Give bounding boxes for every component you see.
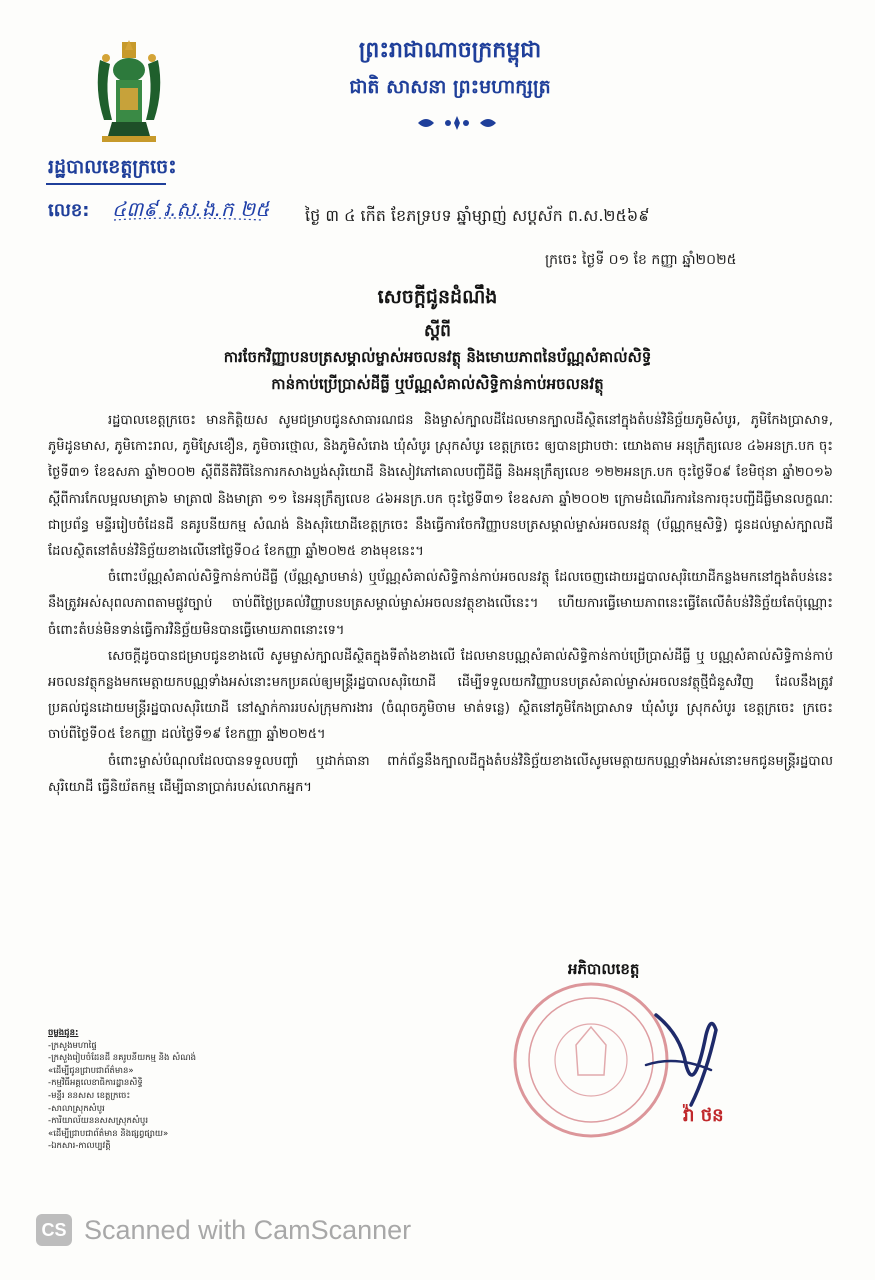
cc-item: -មន្ទីរ ននសស ខេត្តក្រចេះ	[48, 1090, 131, 1101]
reference-label: លេខ:	[48, 200, 90, 221]
notice-subject-line1: ការចែកវិញ្ញាបនបត្រសម្គាល់ម្ចាស់អចលនវត្ថុ និងមោឃភាពនៃប័ណ្ណសំគាល់សិទ្ធិ	[223, 348, 652, 366]
notice-body	[48, 408, 833, 801]
kingdom-title: ព្រះរាជាណាចក្រកម្ពុជា	[358, 38, 542, 63]
national-motto: ជាតិ សាសនា ព្រះមហាក្សត្រ	[349, 76, 551, 98]
paragraph-2: ចំពោះប័ណ្ណសំគាល់សិទ្ធិកាន់កាប់ដីធ្លី (ប័ណ្ណស្លាបមាន់) ឬប័ណ្ណសំគាល់សិទ្ធិកាន់កាប់អចលនវត្ថុ ដែលចេញដោយរដ្ឋបាលសុរិយោដីកន្លងមកនៅក្នុងតំបន់នេះនឹងត្រូវអស់សុពលភាពតាមផ្លូវច្បាប់ ចាប់ពីថ្ងៃប្រគល់វិញ្ញាបនបត្រសម្គាល់ម្ចាស់អចលនវត្ថុខាងលើនេះ។ ហើយការធ្វើមោឃភាពនេះធ្វើតែលើតំបន់វិនិច្ឆ័យតែប៉ុណ្ណោះ ចំពោះតំបន់មិនទាន់ធ្វើការវិនិច្ឆ័យមិនបានធ្វើមោឃភាពនោះទេ។	[48, 570, 833, 638]
issuer-underline	[46, 183, 166, 185]
cc-item: -សាលាស្រុកសំបូរ	[48, 1103, 105, 1114]
signer-name: វ៉ា ថន	[683, 1105, 724, 1126]
place-date: ក្រចេះ ថ្ងៃទី ០១ ខែ កញ្ញា ឆ្នាំ២០២៥	[545, 252, 737, 268]
signer-title: អភិបាលខេត្ត	[568, 960, 640, 978]
cc-list	[48, 1027, 196, 1153]
cc-item: «ដើម្បីជ្រាបជាព័ត៌មាន និងផ្សព្វផ្សាយ»	[48, 1128, 169, 1139]
cc-item: -កម្មវិធីអគ្គលេខាធិការដ្ឋានសិទ្ធិ	[48, 1078, 143, 1089]
cc-item: -ឯកសារ-កាលប្បវត្តិ	[48, 1141, 111, 1152]
camscanner-logo-icon: CS	[36, 1214, 72, 1246]
royal-emblem-icon	[92, 40, 166, 144]
ornament-divider-icon	[412, 115, 502, 131]
watermark-text: Scanned with CamScanner	[84, 1214, 412, 1245]
paragraph-3: សេចក្តីដូចបានជម្រាបជូនខាងលើ សូមម្ចាស់ក្បាលដីស្ថិតក្នុងទីតាំងខាងលើ ដែលមានបណ្ណសំគាល់សិទ្ធិកាន់កាប់ប្រើប្រាស់ដីធ្លី ឬ បណ្ណសំគាល់សិទ្ធិកាន់កាប់អចលនវត្ថុកន្លងមកមេត្តាយកបណ្ណទាំងអស់នោះមកប្រគល់ឲ្យមន្ត្រីរដ្ឋបាលសុរិយោដី ដើម្បីទទួលយកវិញ្ញាបនបត្រសំគាល់ម្ចាស់អចលនវត្ថុថ្មីជំនួសវិញ ដែលនឹងត្រូវប្រគល់ជូនដោយមន្ត្រីរដ្ឋបាលសុរិយោដី នៅស្នាក់ការរបស់ក្រុមការងារ (ចំណុចភូមិចាម មាត់ទន្លេ) ស្ថិតនៅភូមិកែងប្រាសាទ ឃុំសំបូរ ស្រុកសំបូរ ខេត្តក្រចេះ ក្រចេះ ចាប់ពីថ្ងៃទី០៥ ខែកញ្ញា ដល់ថ្ងៃទី១៩ ខែកញ្ញា ឆ្នាំ២០២៥។	[48, 648, 833, 743]
notice-subject-line2: កាន់កាប់ប្រើប្រាស់ដីធ្លី ឬប័ណ្ណសំគាល់សិទ្ធិកាន់កាប់អចលនវត្ថុ	[271, 375, 604, 393]
lunar-date: ថ្ងៃ ៣ ៤ កើត ខែភទ្របទ ឆ្នាំម្សាញ់ សប្តស័ក ព.ស.២៥៦៩	[305, 206, 650, 225]
svg-text:៤៣៩ រ.ស.ង.ក ២៥: ៤៣៩ រ.ស.ង.ក ២៥	[112, 197, 270, 221]
cc-title: ចម្លងជូន:	[48, 1028, 79, 1038]
cc-item: -ក្រសួងមហាផ្ទៃ	[48, 1040, 97, 1051]
cc-item: «ដើម្បីជូនជ្រាបជាព័ត៌មាន»	[48, 1065, 134, 1076]
issuer-name: រដ្ឋបាលខេត្តក្រចេះ	[48, 156, 177, 178]
scanner-watermark	[36, 1210, 411, 1250]
reference-number-handwritten	[112, 190, 272, 260]
paragraph-4: ចំពោះម្ចាស់បំណុលដែលបានទទួលបញ្ចាំ ឬដាក់ធានា ពាក់ព័ន្ធនឹងក្បាលដីក្នុងតំបន់វិនិច្ឆ័យខាងលើសូមមេត្តាយកបណ្ណទាំងអស់នោះមកជូនមន្ត្រីរដ្ឋបាលសុរិយោដី ធ្វើនិយ័តកម្ម ដើម្បីធានាប្រាក់របស់លោកអ្នក។	[48, 753, 833, 795]
cc-item: -ក្រសួងរៀបចំដែនដី នគរូបនីយកម្ម និង សំណង់	[48, 1053, 197, 1064]
notice-subject-label: ស្តីពី	[424, 321, 451, 341]
cc-item: -ការិយាល័យននសសស្រុកសំបូរ	[48, 1116, 149, 1127]
notice-title: សេចក្តីជូនដំណឹង	[377, 286, 498, 308]
paragraph-1: រដ្ឋបាលខេត្តក្រចេះ មានកិត្តិយស សូមជម្រាបជូនសាធារណជន និងម្ចាស់ក្បាលដីដែលមានក្បាលដីស្ថិតនៅក្នុងតំបន់វិនិច្ឆ័យភូមិសំបូរ, ភូមិកែងប្រាសាទ, ភូមិដូនមាស, ភូមិកោះរាល, ភូមិស្រែខឿន, ភូមិចារថ្មោល, និងភូមិសំរោង ឃុំសំបូរ ស្រុកសំបូរ ខេត្តក្រចេះ ឲ្យបានជ្រាបថា: យោងតាម អនុក្រឹត្យលេខ ៤៦អនក្រ.បក ចុះថ្ងៃទី៣១ ខែឧសភា ឆ្នាំ២០០២ ស្តីពីនីតិវិធីនៃការកសាងប្លង់សុរិយោដី និងសៀវភៅគោលបញ្ជីដីធ្លី និងអនុក្រឹត្យលេខ ១២២អនក្រ.បក ចុះថ្ងៃទី០៩ ខែមិថុនា ឆ្នាំ២០១៦ ស្តីពីការកែលម្អលមាត្រា៦ មាត្រា៧ និងមាត្រា ១១ នៃអនុក្រឹត្យលេខ ៤៦អនក្រ.បក ចុះថ្ងៃទី៣១ ខែឧសភា ឆ្នាំ២០០២ ក្រោមដំណើរការនៃការចុះបញ្ជីដីធ្លីមានលក្ខណៈជាប្រព័ន្ធ មន្ទីររៀបចំដែនដី នគរូបនីយកម្ម សំណង់ និងសុរិយោដីខេត្តក្រចេះ នឹងធ្វើការចែកវិញ្ញាបនបត្រសម្គាល់ម្ចាស់អចលនវត្ថុ (ប័ណ្ណកម្មសិទ្ធិ) ជូនដល់ម្ចាស់ក្បាលដីដែលស្ថិតនៅតំបន់វិនិច្ឆ័យខាងលើនៅថ្ងៃទី០៤ ខែកញ្ញា ឆ្នាំ២០២៥ ខាងមុខនេះ។	[48, 413, 834, 560]
